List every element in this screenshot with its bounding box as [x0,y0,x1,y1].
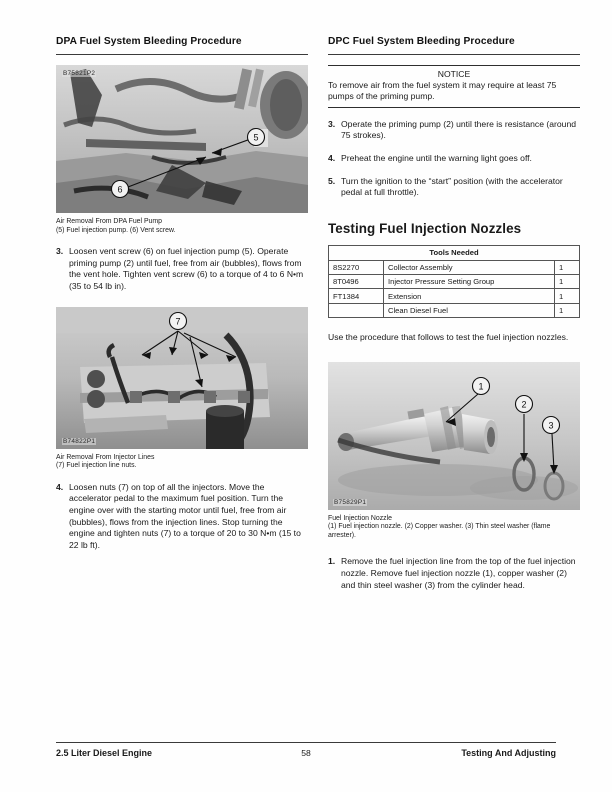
photo-injector-lines-graphic [56,307,308,449]
tool-quantity: 1 [555,274,580,288]
footer-chapter-label: Testing And Adjusting [461,748,556,758]
tool-part-number: 8T0496 [329,274,384,288]
left-step-3 [56,246,308,292]
caption-title: Air Removal From DPA Fuel Pump [56,218,162,225]
tool-part-number: FT1384 [329,289,384,303]
step-text: Preheat the engine until the warning light goes off. [341,153,532,163]
callout-7-label: 7 [175,315,181,326]
left-heading-rule [56,54,308,55]
photo-id-label: B74822P1 [63,437,96,445]
tools-needed-header: Tools Needed [329,245,580,260]
step-text: Loosen nuts (7) on top of all the injectors. Move the accelerator pedal to the maximum fuel position. Turn the engine over with the starting motor until fuel, free from air (bubbles), flows from the injection lines. Stop turning the engine and tighten nuts (7) to a torque of 20 to 30 N•m (15 to 22 lb ft). [69,481,301,550]
step-text: Loosen vent screw (6) on fuel injection pump (5). Operate priming pump (2) until fuel, free from air (bubbles), flows from the vent hole. Tighten vent screw (6) to a torque of 4 to 6 N•m (35 to 54 lb in). [69,246,304,291]
caption-detail: (7) Fuel injection line nuts. [56,462,137,470]
step-number: 4. [56,481,64,492]
table-row [329,274,580,288]
right-step-1 [328,556,580,591]
step-number: 4. [328,153,336,163]
tool-description: Collector Assembly [384,260,555,274]
tool-quantity: 1 [555,303,580,317]
right-heading-rule [328,54,580,55]
right-step-3 [328,119,580,142]
left-column [56,36,308,551]
tool-quantity: 1 [555,260,580,274]
step-text: Remove the fuel injection line from the top of the fuel injection nozzle. Remove fuel injection nozzle (1), copper washer (2) and thin steel washer (3) from the cylinder head. [341,556,576,590]
caption-fuel-injection-nozzle [328,515,580,541]
left-section-heading: DPA Fuel System Bleeding Procedure [56,36,242,47]
photo-dpa-fuel-pump-graphic [56,65,308,213]
step-number: 3. [328,118,336,129]
footer-page-number: 58 [301,748,311,758]
right-step-5 [328,176,580,199]
step-number: 1. [328,556,336,567]
testing-intro-paragraph: Use the procedure that follows to test the fuel injection nozzles. [328,332,569,343]
table-row [329,303,580,317]
table-header-row [329,245,580,260]
notice-box [328,65,580,108]
callout-5-label: 5 [253,132,259,143]
table-row [329,260,580,274]
tool-quantity: 1 [555,289,580,303]
callout-6-label: 6 [117,184,123,195]
notice-title: NOTICE [437,69,471,79]
footer-row [56,748,556,758]
step-number: 3. [56,246,64,257]
notice-body: To remove air from the fuel system it may require at least 75 pumps of the priming pump. [328,80,557,102]
step-number: 5. [328,175,336,186]
footer-rule [56,742,556,743]
tool-description: Clean Diesel Fuel [384,303,555,317]
tool-part-number: 8S2270 [329,260,384,274]
photo-fuel-injection-nozzle [328,362,580,510]
left-step-4 [56,482,308,552]
caption-dpa-fuel-pump [56,218,308,235]
caption-injector-lines [56,454,308,471]
step-text: Turn the ignition to the “start” position (with the accelerator pedal at full throttle). [341,175,563,198]
photo-id-label: B75829P1 [334,498,367,506]
caption-detail: (5) Fuel injection pump. (6) Vent screw. [56,226,176,234]
step-text: Operate the priming pump (2) until there is resistance (around 75 strokes). [341,118,577,141]
page-footer [56,742,556,758]
right-column [328,36,580,591]
callout-1-label: 1 [478,381,484,392]
photo-id-label: B75821P2 [63,70,96,77]
tool-part-number [329,303,384,317]
callout-2-label: 2 [521,399,527,410]
callout-3-label: 3 [548,420,554,431]
photo-injector-lines [56,307,308,449]
testing-nozzles-heading: Testing Fuel Injection Nozzles [328,220,522,236]
table-row [329,289,580,303]
footer-engine-label: 2.5 Liter Diesel Engine [56,748,153,758]
caption-title: Air Removal From Injector Lines [56,453,155,461]
tools-needed-table [328,245,580,318]
right-section-heading: DPC Fuel System Bleeding Procedure [328,36,515,47]
photo-dpa-fuel-pump [56,65,308,213]
photo-fuel-injection-nozzle-graphic [328,362,580,510]
caption-title: Fuel Injection Nozzle [328,514,392,522]
right-step-4 [328,153,580,165]
tool-description: Injector Pressure Setting Group [384,274,555,288]
tool-description: Extension [384,289,555,303]
caption-detail: (1) Fuel injection nozzle. (2) Copper washer. (3) Thin steel washer (flame arrester). [328,523,551,539]
